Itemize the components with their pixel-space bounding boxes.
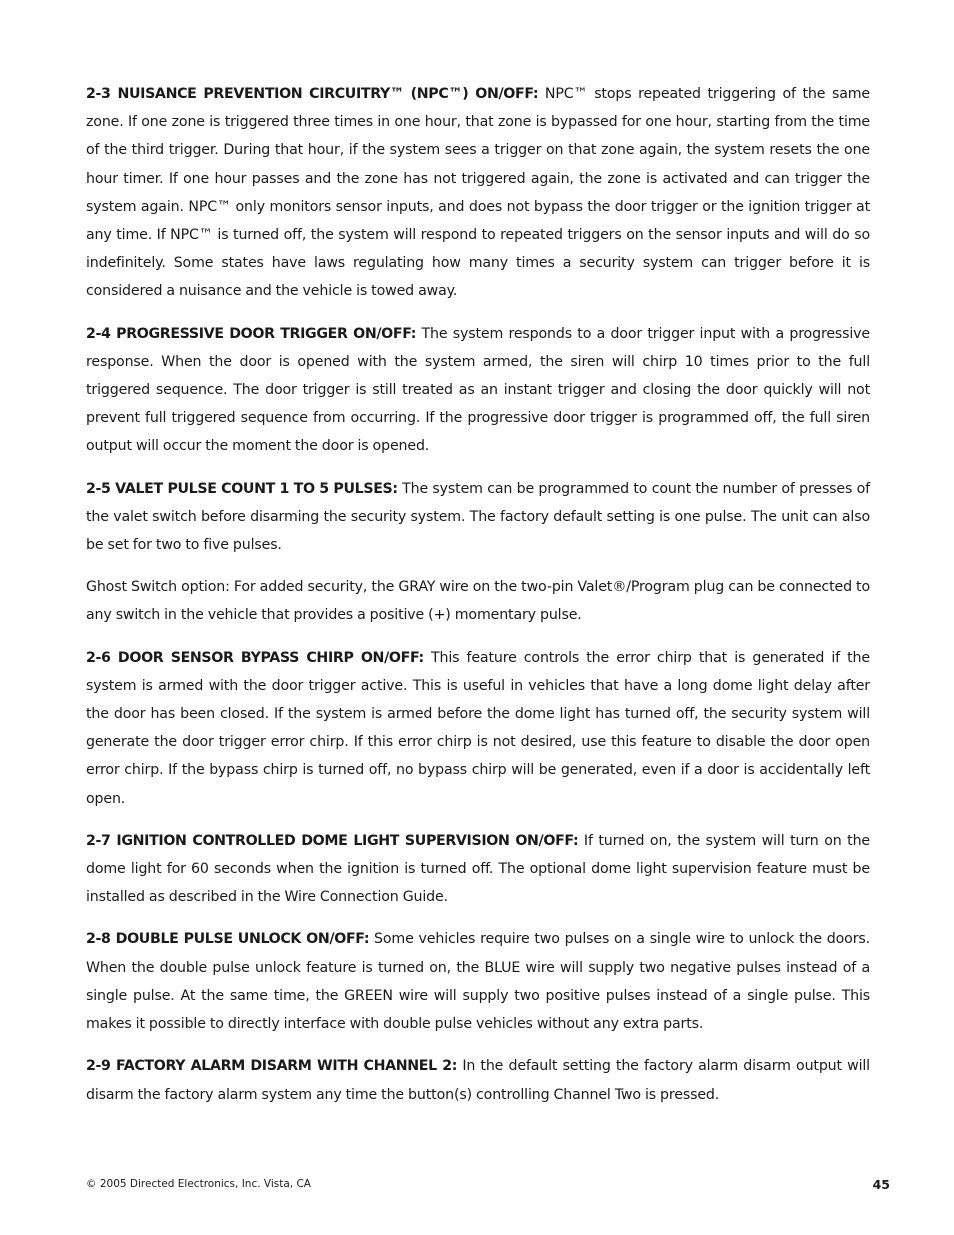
section-heading: 2-6 DOOR SENSOR BYPASS CHIRP ON/OFF: bbox=[86, 649, 424, 666]
section-2-5 bbox=[86, 475, 870, 560]
section-text: If turned on, the system will turn on the dome light for 60 seconds when the ignition is turned off. The optional dome light supervision feature must be installed as described in the Wire Connection Guide. bbox=[86, 832, 870, 906]
section-text: The system responds to a door trigger input with a progressive response. When the door is opened with the system armed, the siren will chirp 10 times prior to the full triggered sequence. The door trigger is still treated as an instant trigger and closing the door quickly will not prevent full triggered sequence from occurring. If the progressive door trigger is programmed off, the full siren output will occur the moment the door is opened. bbox=[86, 325, 870, 455]
document-body bbox=[86, 80, 870, 1123]
section-heading: 2-5 VALET PULSE COUNT 1 TO 5 PULSES: bbox=[86, 480, 398, 497]
section-text: NPC™ stops repeated triggering of the same zone. If one zone is triggered three times in one hour, that zone is bypassed for one hour, starting from the time of the third trigger. During that hour, if the system sees a trigger on that zone again, the system resets the one hour timer. If one hour passes and the zone has not triggered again, the zone is activated and can trigger the system again. NPC™ only monitors sensor inputs, and does not bypass the door trigger or the ignition trigger at any time. If NPC™ is turned off, the system will respond to repeated triggers on the sensor inputs and will do so indefinitely. Some states have laws regulating how many times a security system can trigger before it is considered a nuisance and the vehicle is towed away. bbox=[86, 86, 871, 300]
section-text: In the default setting the factory alarm disarm output will disarm the factory alarm system any time the button(s) controlling Channel Two is pressed. bbox=[86, 1058, 870, 1103]
section-2-7 bbox=[86, 827, 870, 912]
section-heading: 2-7 IGNITION CONTROLLED DOME LIGHT SUPERVISION ON/OFF: bbox=[86, 832, 579, 849]
section-heading: 2-3 NUISANCE PREVENTION CIRCUITRY™ (NPC™) ON/OFF: bbox=[86, 86, 539, 102]
section-text: Some vehicles require two pulses on a single wire to unlock the doors. When the double pulse unlock feature is turned on, the BLUE wire will supply two negative pulses instead of a single pulse. At the same time, the GREEN wire will supply two positive pulses instead of a single pulse. This makes it possible to directly interface with double pulse vehicles without any extra parts. bbox=[86, 931, 870, 1033]
section-heading: 2-9 FACTORY ALARM DISARM WITH CHANNEL 2: bbox=[86, 1058, 458, 1075]
section-2-4 bbox=[86, 320, 870, 461]
section-2-9 bbox=[86, 1052, 870, 1108]
ghost-switch-note bbox=[86, 573, 870, 629]
section-text: Ghost Switch option: For added security, the GRAY wire on the two-pin Valet®/Program plug can be connected to any switch in the vehicle that provides a positive (+) momentary pulse. bbox=[86, 579, 870, 624]
section-2-8 bbox=[86, 925, 870, 1038]
section-heading: 2-4 PROGRESSIVE DOOR TRIGGER ON/OFF: bbox=[86, 325, 417, 342]
section-2-6 bbox=[86, 644, 870, 813]
page-number: 45 bbox=[872, 1177, 890, 1192]
footer-copyright: © 2005 Directed Electronics, Inc. Vista, CA bbox=[86, 1178, 311, 1190]
section-text: The system can be programmed to count the number of presses of the valet switch before disarming the security system. The factory default setting is one pulse. The unit can also be set for two to five pulses. bbox=[86, 480, 870, 554]
section-heading: 2-8 DOUBLE PULSE UNLOCK ON/OFF: bbox=[86, 931, 370, 948]
section-2-3 bbox=[86, 80, 870, 306]
section-text: This feature controls the error chirp that is generated if the system is armed with the door trigger active. This is useful in vehicles that have a long dome light delay after the door has been closed. If the system is armed before the dome light has turned off, the security system will generate the door trigger error chirp. If this error chirp is not desired, use this feature to disable the door open error chirp. If the bypass chirp is turned off, no bypass chirp will be generated, even if a door is accidentally left open. bbox=[86, 649, 870, 807]
